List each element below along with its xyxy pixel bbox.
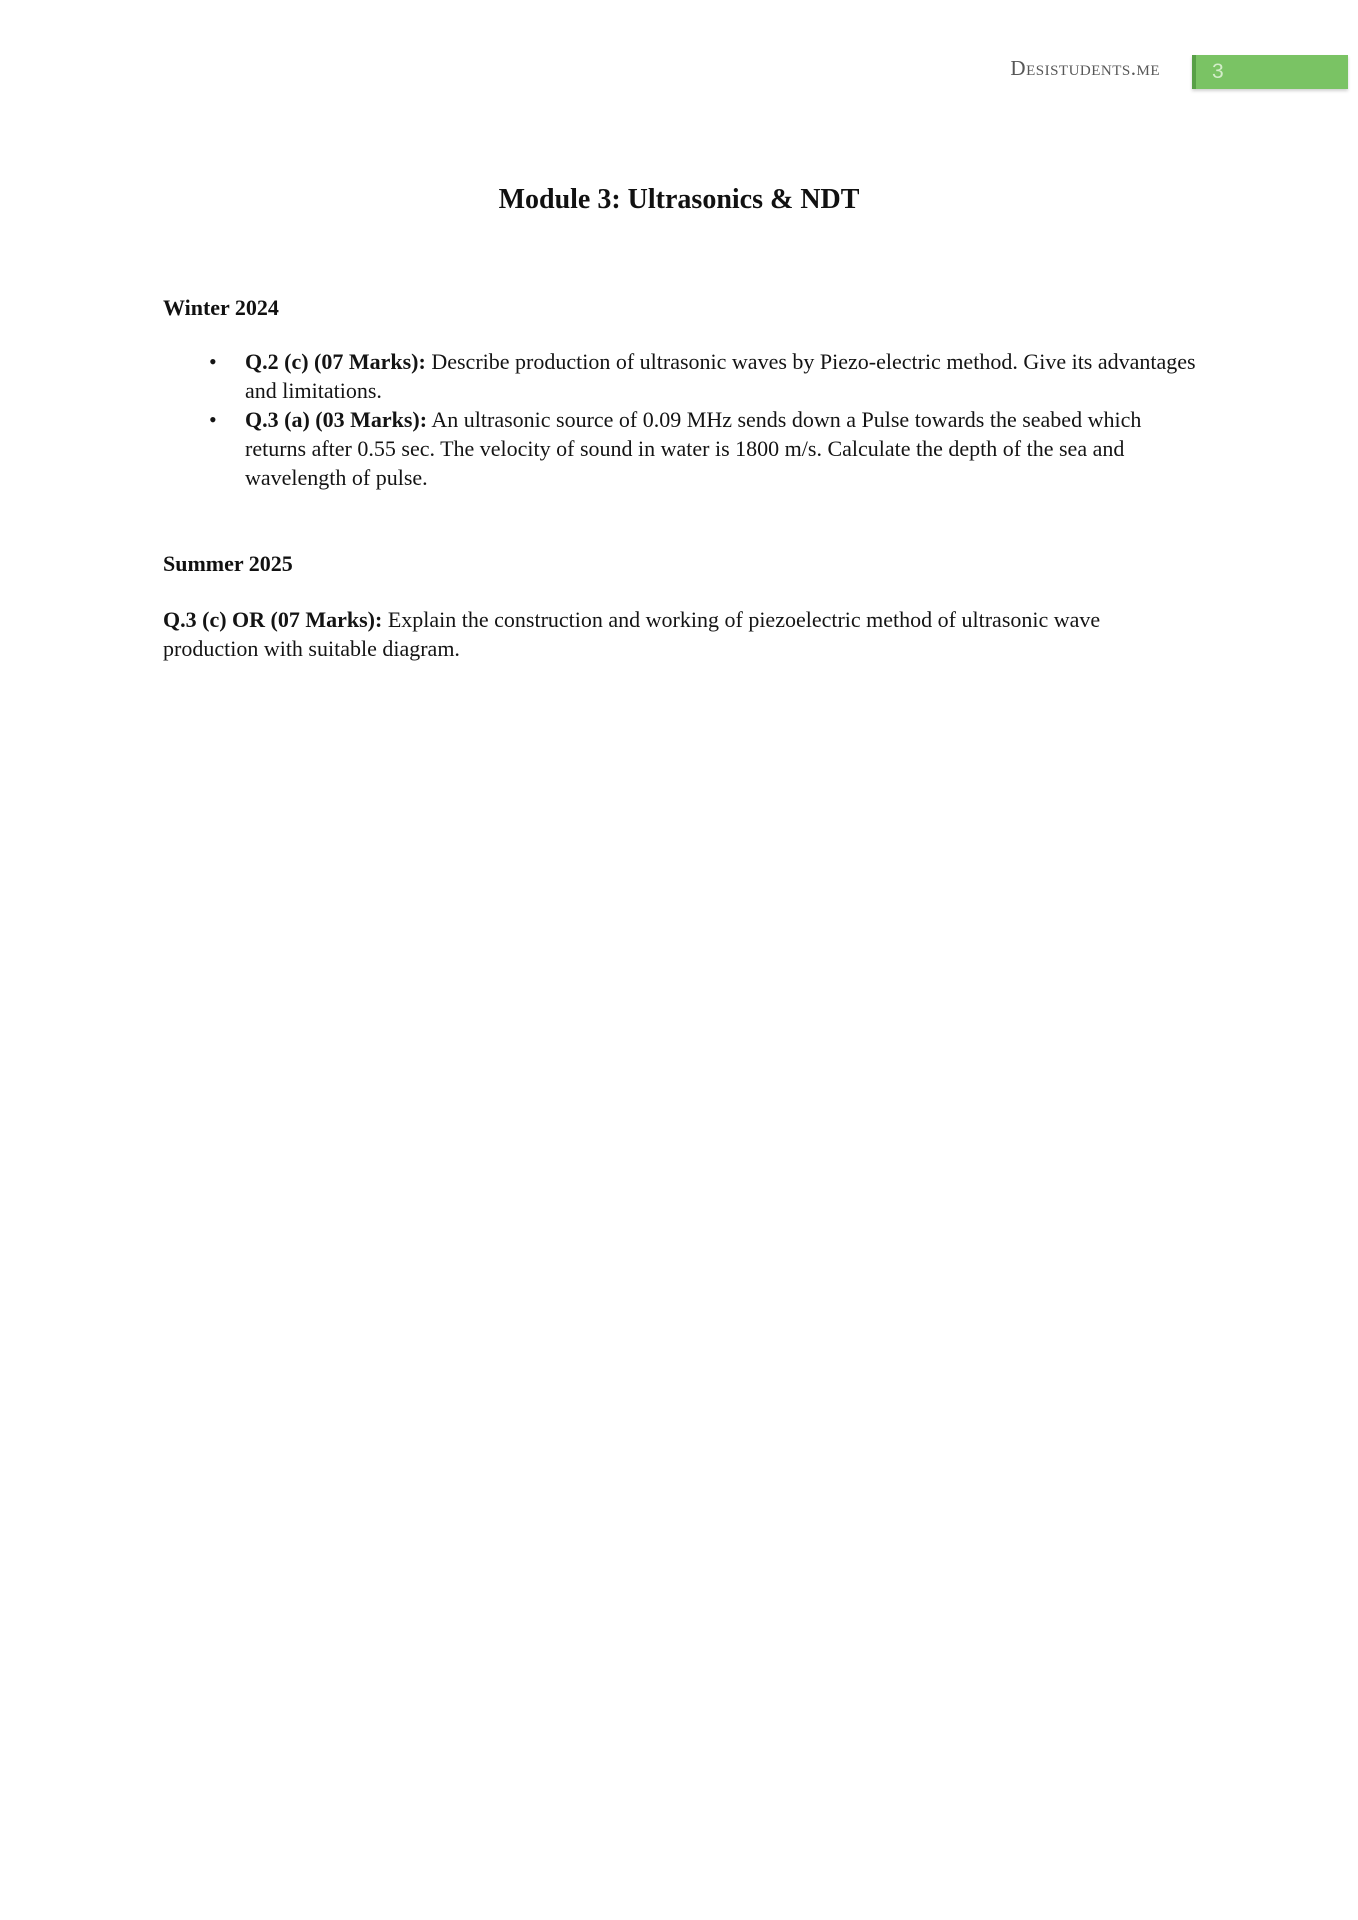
list-item [163,405,1198,492]
summer-question-paragraph [163,605,1198,663]
bullet-icon: • [209,349,217,374]
header-site-name: Desistudents.me [1010,56,1160,80]
question-text: Explain the construction and working of piezoelectric method of ultrasonic wave production with suitable diagram. [163,607,1101,661]
question-label: Q.3 (a) (03 Marks): [245,407,428,432]
question-label: Q.3 (c) OR (07 Marks): [163,607,383,632]
page-title: Module 3: Ultrasonics & NDT [498,184,860,215]
page-number-badge [1192,55,1348,89]
question-label: Q.2 (c) (07 Marks): [245,349,426,374]
question-text: An ultrasonic source of 0.09 MHz sends down a Pulse towards the seabed which returns after 0.55 sec. The velocity of sound in water is 1800 m/s. Calculate the depth of the sea and wavelength of pulse. [245,407,1142,490]
bullet-icon: • [209,407,217,432]
winter-question-list [163,347,1198,492]
list-item [163,347,1198,405]
page-number: 3 [1212,60,1224,83]
section-heading-winter-2024: Winter 2024 [163,295,279,320]
question-text: Describe production of ultrasonic waves by Piezo-electric method. Give its advantages and limitations. [245,349,1196,403]
section-heading-summer-2025: Summer 2025 [163,551,293,576]
